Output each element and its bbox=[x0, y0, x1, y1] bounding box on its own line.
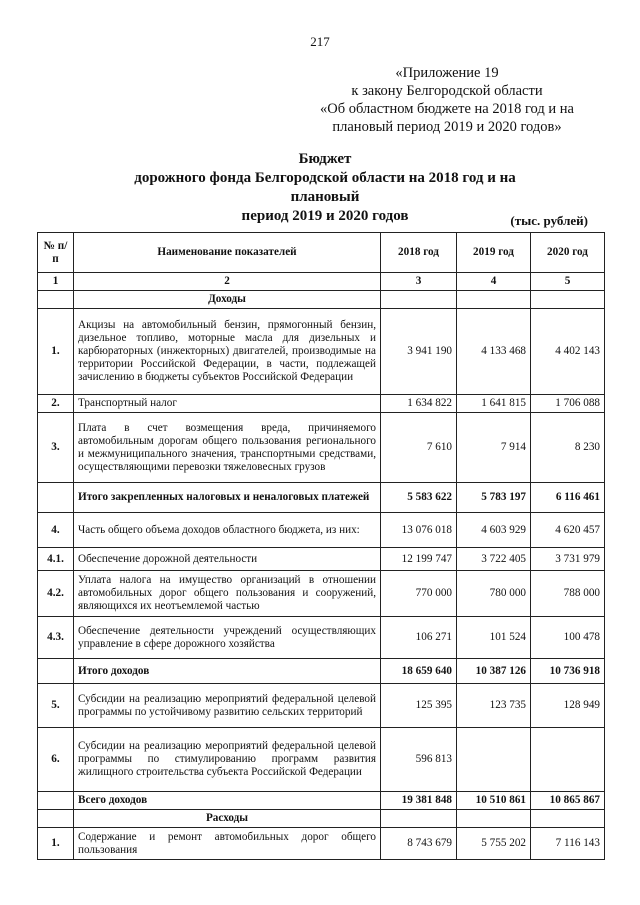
row-number: 4.3. bbox=[38, 617, 74, 659]
value-2019: 5 755 202 bbox=[457, 828, 531, 860]
appendix-line: к закону Белгородской области bbox=[351, 83, 543, 99]
row-number: 1. bbox=[38, 828, 74, 860]
col-number: 5 bbox=[531, 273, 605, 291]
value-2020: 3 731 979 bbox=[531, 548, 605, 571]
row-number bbox=[38, 792, 74, 810]
col-number: 3 bbox=[381, 273, 457, 291]
value-2019 bbox=[457, 728, 531, 792]
value-2020: 1 706 088 bbox=[531, 395, 605, 413]
value-2020: 10 865 867 bbox=[531, 792, 605, 810]
row-number bbox=[38, 659, 74, 684]
value-2019: 5 783 197 bbox=[457, 483, 531, 513]
budget-table bbox=[37, 232, 605, 860]
value-2018: 7 610 bbox=[381, 413, 457, 483]
value-2018: 1 634 822 bbox=[381, 395, 457, 413]
row-number: 6. bbox=[38, 728, 74, 792]
value-2018: 13 076 018 bbox=[381, 513, 457, 548]
row-number: 4.2. bbox=[38, 571, 74, 617]
value-2020: 7 116 143 bbox=[531, 828, 605, 860]
value-2019: 4 133 468 bbox=[457, 309, 531, 395]
page-number: 217 bbox=[310, 34, 330, 49]
appendix-line: «Приложение 19 bbox=[395, 65, 499, 81]
table-row bbox=[38, 792, 605, 810]
row-name: Часть общего объема доходов областного бюджета, из них: bbox=[74, 513, 381, 548]
table-row bbox=[38, 483, 605, 513]
document-title bbox=[110, 150, 540, 226]
header-2019: 2019 год bbox=[457, 233, 531, 273]
header-2018: 2018 год bbox=[381, 233, 457, 273]
section-row-income bbox=[38, 291, 605, 309]
row-name: Субсидии на реализацию мероприятий федеральной целевой программы по устойчивому развитию сельских территорий bbox=[74, 684, 381, 728]
header-2020: 2020 год bbox=[531, 233, 605, 273]
value-2019: 10 510 861 bbox=[457, 792, 531, 810]
value-2019: 123 735 bbox=[457, 684, 531, 728]
value-2019: 780 000 bbox=[457, 571, 531, 617]
col-number: 1 bbox=[38, 273, 74, 291]
table-row bbox=[38, 728, 605, 792]
row-name: Итого закрепленных налоговых и неналоговых платежей bbox=[74, 483, 381, 513]
row-name: Акцизы на автомобильный бензин, прямогонный бензин, дизельное топливо, моторные масла для дизельных и карбюраторных (инжекторных) двигателей, производимые на территории Российской Федерации, в части, подлежащей зачислению в бюджеты субъектов Российской Федерации bbox=[74, 309, 381, 395]
value-2020: 128 949 bbox=[531, 684, 605, 728]
value-2018: 596 813 bbox=[381, 728, 457, 792]
row-name: Всего доходов bbox=[74, 792, 381, 810]
row-name: Транспортный налог bbox=[74, 395, 381, 413]
table-row bbox=[38, 571, 605, 617]
row-name: Плата в счет возмещения вреда, причиняемого автомобильным дорогам общего пользования регионального и межмуниципального значения, транспортными средствами, осуществляющими перевозки тяжеловесных грузов bbox=[74, 413, 381, 483]
row-number: 3. bbox=[38, 413, 74, 483]
section-title: Расходы bbox=[74, 810, 381, 828]
row-number: 4.1. bbox=[38, 548, 74, 571]
row-name: Уплата налога на имущество организаций в отношении автомобильных дорог общего пользования и сооружений, являющихся их неотъемлемой частью bbox=[74, 571, 381, 617]
table-row bbox=[38, 513, 605, 548]
column-number-row bbox=[38, 273, 605, 291]
value-2020 bbox=[531, 728, 605, 792]
row-number: 2. bbox=[38, 395, 74, 413]
table-row bbox=[38, 684, 605, 728]
value-2018: 19 381 848 bbox=[381, 792, 457, 810]
title-line: Бюджет bbox=[298, 151, 352, 167]
section-row-expense bbox=[38, 810, 605, 828]
header-number: № п/п bbox=[38, 233, 74, 273]
table-row bbox=[38, 617, 605, 659]
table-header-row bbox=[38, 233, 605, 273]
value-2019: 10 387 126 bbox=[457, 659, 531, 684]
value-2018: 12 199 747 bbox=[381, 548, 457, 571]
row-number: 1. bbox=[38, 309, 74, 395]
section-title: Доходы bbox=[74, 291, 381, 309]
table-row bbox=[38, 548, 605, 571]
value-2019: 7 914 bbox=[457, 413, 531, 483]
value-2020: 788 000 bbox=[531, 571, 605, 617]
col-number: 4 bbox=[457, 273, 531, 291]
value-2018: 125 395 bbox=[381, 684, 457, 728]
appendix-block bbox=[312, 64, 582, 136]
value-2018: 106 271 bbox=[381, 617, 457, 659]
value-2019: 4 603 929 bbox=[457, 513, 531, 548]
table-row bbox=[38, 828, 605, 860]
appendix-line: «Об областном бюджете на 2018 год и на bbox=[320, 101, 574, 117]
value-2018: 5 583 622 bbox=[381, 483, 457, 513]
row-number: 4. bbox=[38, 513, 74, 548]
row-number bbox=[38, 483, 74, 513]
col-number: 2 bbox=[74, 273, 381, 291]
value-2020: 8 230 bbox=[531, 413, 605, 483]
title-line: период 2019 и 2020 годов bbox=[241, 208, 409, 224]
units-label: (тыс. рублей) bbox=[510, 213, 588, 228]
title-line: дорожного фонда Белгородской области на 2018 год и на плановый bbox=[134, 170, 516, 205]
row-number: 5. bbox=[38, 684, 74, 728]
row-name: Субсидии на реализацию мероприятий федеральной целевой программы по стимулированию программ развития жилищного строительства субъекта Российской Федерации bbox=[74, 728, 381, 792]
value-2018: 18 659 640 bbox=[381, 659, 457, 684]
row-name: Обеспечение деятельности учреждений осуществляющих управление в сфере дорожного хозяйства bbox=[74, 617, 381, 659]
appendix-line: плановый период 2019 и 2020 годов» bbox=[332, 119, 562, 135]
value-2019: 1 641 815 bbox=[457, 395, 531, 413]
value-2020: 4 402 143 bbox=[531, 309, 605, 395]
value-2019: 101 524 bbox=[457, 617, 531, 659]
header-name: Наименование показателей bbox=[74, 233, 381, 273]
value-2019: 3 722 405 bbox=[457, 548, 531, 571]
table-row bbox=[38, 659, 605, 684]
value-2020: 100 478 bbox=[531, 617, 605, 659]
value-2018: 3 941 190 bbox=[381, 309, 457, 395]
row-name: Обеспечение дорожной деятельности bbox=[74, 548, 381, 571]
value-2018: 770 000 bbox=[381, 571, 457, 617]
value-2020: 6 116 461 bbox=[531, 483, 605, 513]
table-row bbox=[38, 395, 605, 413]
value-2020: 10 736 918 bbox=[531, 659, 605, 684]
row-name: Содержание и ремонт автомобильных дорог общего пользования bbox=[74, 828, 381, 860]
table-row bbox=[38, 309, 605, 395]
row-name: Итого доходов bbox=[74, 659, 381, 684]
value-2018: 8 743 679 bbox=[381, 828, 457, 860]
value-2020: 4 620 457 bbox=[531, 513, 605, 548]
table-row bbox=[38, 413, 605, 483]
